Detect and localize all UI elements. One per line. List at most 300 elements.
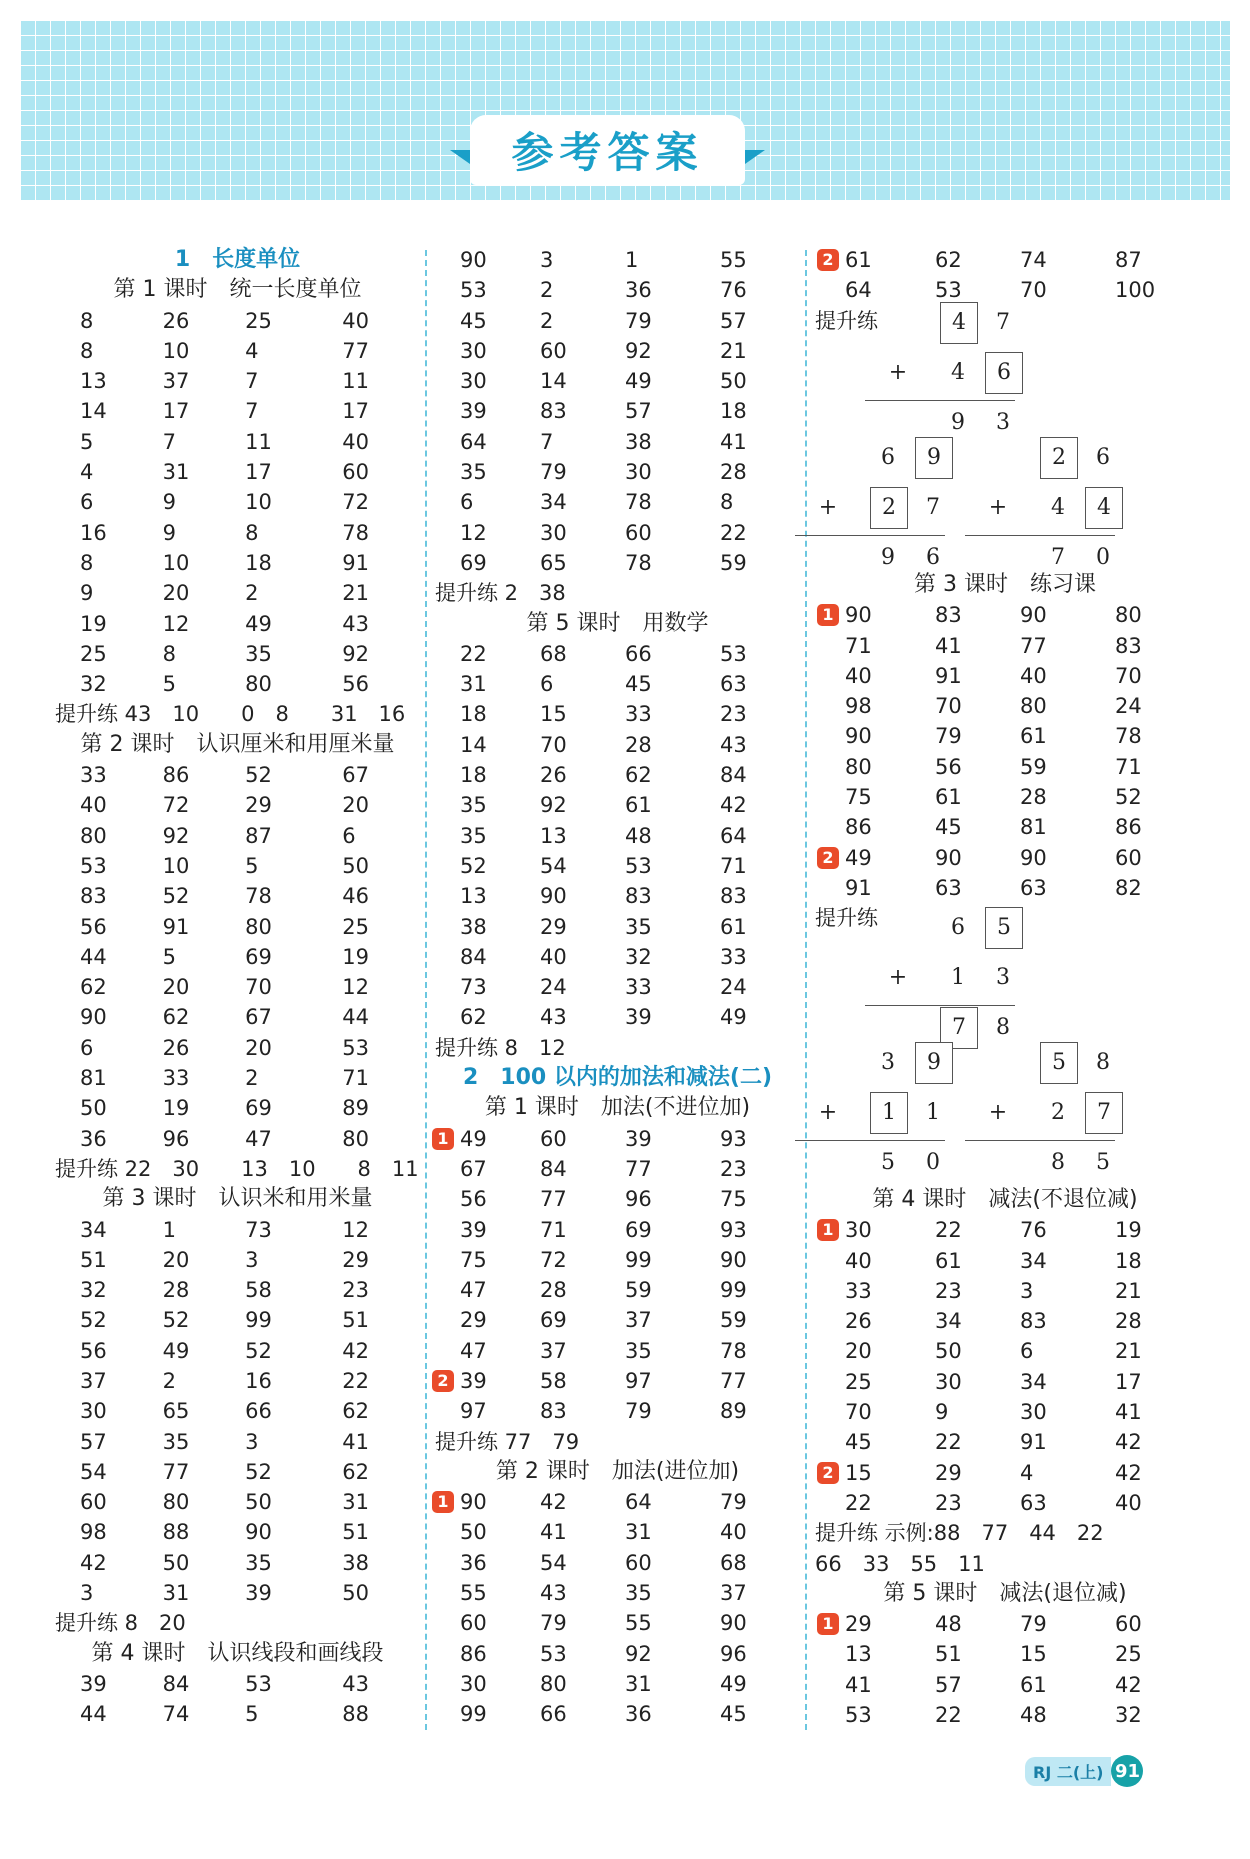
answer-value: 44 [80, 1702, 107, 1727]
answer-value: 52 [162, 884, 190, 909]
answer-value: 96 [625, 1187, 652, 1212]
answer-value: 41 [1115, 1400, 1142, 1425]
answer-row [55, 306, 420, 336]
answer-row [815, 873, 1195, 903]
answer-value: 99 [625, 1247, 652, 1272]
answer-value: 90 [460, 1490, 487, 1515]
answer-value: 40 [342, 308, 370, 333]
digit-box: 9 [915, 437, 953, 479]
digit: 7 [1051, 545, 1065, 570]
column-divider-1 [425, 250, 427, 1730]
answer-value: 80 [80, 823, 107, 848]
answer-value: 53 [245, 1671, 272, 1696]
answer-value: 77 [540, 1187, 567, 1212]
answer-row [435, 1578, 800, 1608]
answer-value: 72 [540, 1247, 567, 1272]
answer-value: 69 [245, 1096, 272, 1121]
answer-value: 97 [460, 1399, 487, 1424]
answer-value: 17 [162, 399, 190, 424]
answer-value: 24 [540, 975, 567, 1000]
answer-value: 38 [460, 914, 487, 939]
answer-value: 37 [720, 1581, 747, 1606]
answer-row [55, 881, 420, 911]
answer-value: 42 [540, 1490, 567, 1515]
answer-value: 3 [540, 248, 554, 272]
digit-box: 1 [870, 1092, 908, 1134]
answer-value: 35 [162, 1429, 190, 1454]
answer-value: 58 [245, 1278, 272, 1303]
answer-value: 62 [460, 1005, 487, 1030]
answer-value: 90 [845, 603, 872, 628]
answer-row [55, 1578, 420, 1608]
answer-value: 90 [720, 1611, 747, 1636]
answer-value: 45 [625, 672, 652, 697]
extension-practice: 提升练 2 38 [435, 581, 566, 606]
extension-practice: 提升练 [815, 308, 878, 333]
digit-box: 7 [1085, 1092, 1123, 1134]
sum-line [865, 400, 1015, 401]
answer-value: 60 [342, 460, 370, 485]
answer-value: 11 [342, 369, 370, 394]
answer-row [435, 1275, 800, 1305]
answer-value: 77 [342, 338, 370, 363]
answer-value: 35 [625, 1581, 652, 1606]
digit: 0 [1096, 545, 1110, 570]
answer-value: 59 [1020, 754, 1047, 779]
digit: 1 [951, 965, 965, 990]
answer-value: 17 [342, 399, 370, 424]
answer-value: 6 [540, 672, 554, 697]
answer-row [435, 1608, 800, 1638]
answer-value: 53 [935, 278, 962, 303]
answer-value: 45 [720, 1702, 747, 1727]
answer-value: 62 [342, 1399, 370, 1424]
answer-value: 77 [720, 1368, 747, 1393]
answer-row [435, 1215, 800, 1245]
answer-value: 31 [342, 1490, 370, 1515]
answer-value: 51 [342, 1308, 370, 1333]
answer-value: 22 [935, 1703, 962, 1728]
answer-value: 90 [935, 845, 962, 870]
answer-value: 56 [80, 914, 107, 939]
answer-value: 18 [460, 763, 487, 788]
answer-value: 25 [80, 641, 107, 666]
answer-row [55, 1457, 420, 1487]
digit-box: 6 [985, 352, 1023, 394]
answer-value: 49 [245, 611, 272, 636]
answer-row [435, 942, 800, 972]
answer-value: 76 [1020, 1218, 1047, 1243]
answer-value: 7 [245, 399, 259, 424]
answer-value: 7 [540, 429, 554, 454]
answer-row [435, 1548, 800, 1578]
answer-value: 2 [245, 581, 259, 606]
answer-column-1 [55, 245, 420, 1730]
answer-value: 53 [342, 1035, 370, 1060]
answer-value: 5 [245, 853, 259, 878]
answer-value: 7 [162, 429, 176, 454]
answer-value: 71 [1115, 754, 1142, 779]
digit: 6 [1096, 445, 1110, 470]
question-number-badge: 1 [817, 604, 839, 626]
answer-value: 63 [1020, 875, 1047, 900]
answer-value: 40 [845, 1248, 872, 1273]
answer-value: 92 [162, 823, 190, 848]
answer-value: 39 [80, 1671, 107, 1696]
sum-line [965, 535, 1115, 536]
digit-box: 2 [1040, 437, 1078, 479]
answer-value: 35 [625, 914, 652, 939]
answer-value: 13 [80, 369, 107, 394]
answer-value: 4 [80, 460, 94, 485]
answer-value: 30 [625, 460, 652, 485]
answer-value: 9 [162, 490, 176, 515]
answer-value: 60 [540, 1126, 567, 1151]
answer-value: 56 [935, 754, 962, 779]
answer-value: 51 [80, 1247, 107, 1272]
answer-value: 45 [845, 1430, 872, 1455]
section-title: 2 100 以内的加法和减法(二) [463, 1065, 772, 1091]
answer-value: 15 [845, 1460, 872, 1485]
answer-value: 100 [1115, 278, 1156, 303]
answer-value: 61 [1020, 724, 1047, 749]
answer-value: 17 [1115, 1369, 1142, 1394]
answer-value: 21 [1115, 1339, 1142, 1364]
answer-row [435, 245, 800, 275]
answer-value: 90 [245, 1520, 272, 1545]
answer-row [55, 518, 420, 548]
answer-value: 38 [625, 429, 652, 454]
answer-value: 6 [460, 490, 474, 515]
answer-value: 78 [720, 1338, 747, 1363]
answer-value: 23 [935, 1490, 962, 1515]
answer-row [435, 427, 800, 457]
plus-sign: + [988, 495, 1008, 520]
digit: 4 [951, 360, 965, 385]
answer-value: 33 [845, 1278, 872, 1303]
answer-value: 41 [342, 1429, 370, 1454]
answer-value: 42 [80, 1550, 107, 1575]
answer-row [435, 1517, 800, 1547]
answer-row [815, 721, 1195, 751]
answer-value: 78 [625, 490, 652, 515]
answer-value: 92 [342, 641, 370, 666]
answer-value: 54 [540, 853, 567, 878]
answer-row [815, 1458, 1195, 1488]
answer-value: 49 [162, 1338, 190, 1363]
answer-value: 17 [245, 460, 272, 485]
answer-value: 57 [625, 399, 652, 424]
answer-value: 20 [845, 1339, 872, 1364]
answer-value: 34 [540, 490, 567, 515]
answer-value: 6 [1020, 1339, 1034, 1364]
sum-line [965, 1140, 1115, 1141]
answer-row [815, 691, 1195, 721]
answer-value: 24 [720, 975, 747, 1000]
page-title: 参考答案 [470, 115, 745, 185]
question-number-badge: 2 [817, 249, 839, 271]
answer-value: 71 [342, 1066, 370, 1091]
answer-row [435, 336, 800, 366]
edition-tag: RJ 二(上) [1025, 1757, 1111, 1786]
answer-value: 35 [460, 460, 487, 485]
answer-value: 70 [1115, 663, 1142, 688]
answer-row [55, 760, 420, 790]
digit: 5 [1096, 1150, 1110, 1175]
answer-value: 25 [245, 308, 272, 333]
answer-value: 52 [1115, 785, 1142, 810]
answer-value: 69 [625, 1217, 652, 1242]
answer-value: 32 [80, 672, 107, 697]
answer-row [435, 912, 800, 942]
question-number-badge: 2 [432, 1370, 454, 1392]
answer-row [435, 972, 800, 1002]
lesson-title: 第 4 课时 减法(不退位减) [872, 1187, 1138, 1212]
answer-value: 2 [540, 278, 554, 303]
answer-value: 91 [935, 663, 962, 688]
digit: 9 [881, 545, 895, 570]
answer-value: 28 [625, 732, 652, 757]
answer-value: 11 [245, 429, 272, 454]
answer-value: 70 [845, 1400, 872, 1425]
answer-value: 64 [845, 278, 872, 303]
answer-value: 90 [460, 248, 487, 272]
answer-row [55, 457, 420, 487]
answer-value: 61 [845, 248, 872, 272]
answer-value: 34 [935, 1309, 962, 1334]
answer-value: 99 [245, 1308, 272, 1333]
answer-value: 83 [935, 603, 962, 628]
digit: 8 [1096, 1050, 1110, 1075]
answer-value: 25 [342, 914, 370, 939]
answer-value: 22 [935, 1430, 962, 1455]
answer-value: 10 [245, 490, 272, 515]
answer-value: 4 [245, 338, 259, 363]
answer-value: 47 [460, 1338, 487, 1363]
answer-row [435, 821, 800, 851]
answer-row [435, 518, 800, 548]
answer-value: 5 [245, 1702, 259, 1727]
answer-value: 39 [625, 1126, 652, 1151]
answer-row [55, 1336, 420, 1366]
answer-value: 84 [720, 763, 747, 788]
digit: 7 [926, 495, 940, 520]
digit: 5 [881, 1150, 895, 1175]
answer-value: 19 [162, 1096, 190, 1121]
answer-value: 72 [342, 490, 370, 515]
answer-value: 68 [720, 1550, 747, 1575]
answer-value: 62 [342, 1459, 370, 1484]
answer-row [815, 1306, 1195, 1336]
answer-value: 28 [720, 460, 747, 485]
answer-value: 13 [845, 1642, 872, 1667]
answer-value: 8 [80, 338, 94, 363]
answer-value: 77 [162, 1459, 190, 1484]
answer-value: 84 [540, 1156, 567, 1181]
answer-value: 61 [935, 785, 962, 810]
answer-row [55, 1396, 420, 1426]
answer-value: 80 [245, 672, 272, 697]
answer-value: 21 [1115, 1278, 1142, 1303]
answer-value: 14 [460, 732, 487, 757]
answer-value: 35 [460, 793, 487, 818]
answer-value: 86 [460, 1641, 487, 1666]
answer-value: 77 [1020, 633, 1047, 658]
answer-value: 83 [1020, 1309, 1047, 1334]
answer-row [815, 1609, 1195, 1639]
answer-row [435, 790, 800, 820]
answer-value: 50 [162, 1550, 190, 1575]
answer-value: 64 [460, 429, 487, 454]
answer-value: 80 [162, 1490, 190, 1515]
answer-value: 19 [80, 611, 107, 636]
lesson-title: 第 1 课时 统一长度单位 [113, 277, 362, 303]
answer-row [55, 1305, 420, 1335]
answer-value: 80 [245, 914, 272, 939]
answer-value: 43 [540, 1581, 567, 1606]
answer-value: 30 [460, 338, 487, 363]
answer-value: 67 [460, 1156, 487, 1181]
digit-box: 7 [940, 1007, 978, 1049]
answer-row [55, 1033, 420, 1063]
answer-value: 66 [245, 1399, 272, 1424]
answer-value: 96 [720, 1641, 747, 1666]
answer-value: 13 [540, 823, 567, 848]
answer-row [55, 1517, 420, 1547]
answer-value: 29 [460, 1308, 487, 1333]
answer-value: 63 [720, 672, 747, 697]
answer-value: 83 [1115, 633, 1142, 658]
answer-value: 53 [540, 1641, 567, 1666]
answer-value: 40 [720, 1520, 747, 1545]
answer-row [55, 851, 420, 881]
answer-row [55, 1427, 420, 1457]
answer-value: 26 [845, 1309, 872, 1334]
answer-row [435, 457, 800, 487]
answer-row [435, 699, 800, 729]
answer-value: 33 [80, 763, 107, 788]
answer-value: 60 [625, 1550, 652, 1575]
answer-value: 32 [1115, 1703, 1142, 1728]
answer-row [435, 730, 800, 760]
sum-line [865, 1005, 1015, 1006]
answer-value: 16 [80, 520, 107, 545]
answer-value: 8 [245, 520, 259, 545]
answer-value: 87 [245, 823, 272, 848]
digit: 8 [996, 1015, 1010, 1040]
answer-value: 78 [625, 550, 652, 575]
answer-value: 53 [720, 641, 747, 666]
answer-value: 33 [162, 1066, 190, 1091]
answer-value: 90 [845, 724, 872, 749]
answer-row [55, 639, 420, 669]
answer-value: 12 [460, 520, 487, 545]
answer-value: 96 [162, 1126, 190, 1151]
answer-row [55, 1215, 420, 1245]
answer-value: 26 [162, 308, 190, 333]
answer-value: 28 [162, 1278, 190, 1303]
answer-row [55, 1669, 420, 1699]
answer-value: 45 [460, 308, 487, 333]
answer-value: 59 [720, 550, 747, 575]
digit-box: 2 [870, 487, 908, 529]
answer-value: 47 [245, 1126, 272, 1151]
answer-row [815, 1336, 1195, 1366]
digit: 9 [951, 410, 965, 435]
answer-value: 6 [342, 823, 356, 848]
answer-row [435, 1124, 800, 1154]
answer-value: 59 [720, 1308, 747, 1333]
answer-value: 24 [1115, 694, 1142, 719]
answer-value: 42 [342, 1338, 370, 1363]
answer-value: 20 [342, 793, 370, 818]
answer-value: 52 [245, 763, 272, 788]
answer-row [55, 578, 420, 608]
answer-value: 70 [245, 975, 272, 1000]
answer-row [435, 548, 800, 578]
answer-value: 4 [1020, 1460, 1034, 1485]
answer-value: 97 [625, 1368, 652, 1393]
answer-value: 39 [460, 399, 487, 424]
answer-value: 52 [245, 1459, 272, 1484]
answer-value: 60 [80, 1490, 107, 1515]
answer-value: 79 [540, 460, 567, 485]
extension-practice: 提升练 43 10 0 8 31 16 [55, 702, 406, 727]
digit-box: 4 [1085, 487, 1123, 529]
answer-value: 2 [245, 1066, 259, 1091]
answer-row [815, 1427, 1195, 1457]
answer-value: 71 [720, 853, 747, 878]
answer-value: 54 [80, 1459, 107, 1484]
answer-row [55, 1275, 420, 1305]
answer-value: 50 [342, 1581, 370, 1606]
answer-value: 40 [80, 793, 107, 818]
answer-value: 29 [245, 793, 272, 818]
answer-value: 55 [625, 1611, 652, 1636]
answer-row [815, 600, 1195, 630]
answer-row [815, 631, 1195, 661]
question-number-badge: 2 [817, 1462, 839, 1484]
answer-value: 39 [460, 1368, 487, 1393]
answer-value: 26 [162, 1035, 190, 1060]
answer-row [55, 1002, 420, 1032]
answer-row [435, 1245, 800, 1275]
answer-row [435, 1336, 800, 1366]
answer-value: 25 [845, 1369, 872, 1394]
answer-value: 38 [342, 1550, 370, 1575]
answer-row [435, 487, 800, 517]
answer-column-2 [435, 245, 800, 1730]
answer-value: 23 [720, 1156, 747, 1181]
question-number-badge: 1 [432, 1491, 454, 1513]
answer-value: 75 [720, 1187, 747, 1212]
answer-value: 62 [162, 1005, 190, 1030]
answer-value: 41 [845, 1672, 872, 1697]
answer-value: 64 [625, 1490, 652, 1515]
answer-value: 21 [342, 581, 370, 606]
answer-value: 92 [540, 793, 567, 818]
answer-value: 68 [540, 641, 567, 666]
answer-value: 86 [162, 763, 190, 788]
answer-value: 12 [342, 1217, 370, 1242]
answer-value: 33 [720, 944, 747, 969]
question-number-badge: 1 [817, 1613, 839, 1635]
answer-row [55, 427, 420, 457]
answer-value: 78 [1115, 724, 1142, 749]
lesson-title: 第 4 课时 认识线段和画线段 [91, 1640, 384, 1666]
answer-row [435, 639, 800, 669]
answer-value: 23 [720, 702, 747, 727]
